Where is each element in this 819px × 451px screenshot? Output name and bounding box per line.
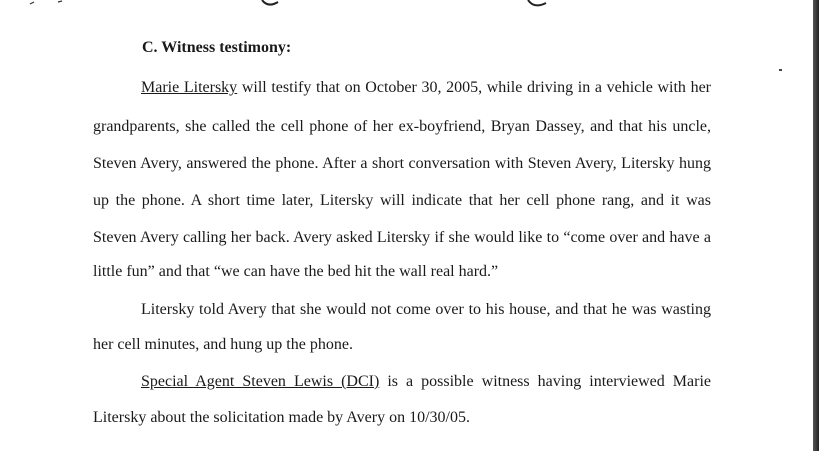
- section-heading: C. Witness testimony:: [142, 39, 292, 56]
- paragraph-3-line-1: [141, 373, 711, 391]
- paragraph-1-line-4: up the phone. A short time later, Litersky will indicate that her cell phone rang, and it was: [93, 192, 711, 209]
- paragraph-3-line-2: Litersky about the solicitation made by Avery on 10/30/05.: [93, 409, 470, 426]
- paragraph-1-line-2: grandparents, she called the cell phone of her ex-boyfriend, Bryan Dassey, and that his uncle,: [93, 118, 711, 135]
- scan-edge-shadow: [813, 0, 819, 451]
- line-text: is a possible witness having interviewed Marie: [387, 373, 711, 390]
- paragraph-1-line-5: Steven Avery calling her back. Avery asked Litersky if she would like to “come over and have a: [93, 229, 711, 246]
- paragraph-2-line-2: her cell minutes, and hung up the phone.: [93, 336, 353, 353]
- witness-name-lewis: Special Agent Steven Lewis (DCI): [141, 373, 380, 390]
- paragraph-1-line-1: [141, 79, 711, 97]
- scan-speck: [779, 69, 782, 71]
- cut-off-handwriting-strokes: [0, 0, 819, 14]
- paragraph-2-line-1: Litersky told Avery that she would not come over to his house, and that he was wasting: [141, 301, 711, 318]
- witness-name-litersky: Marie Litersky: [141, 79, 238, 96]
- paragraph-1-line-6: little fun” and that “we can have the bed hit the wall real hard.”: [93, 263, 499, 280]
- paragraph-1-line-3: Steven Avery, answered the phone. After a short conversation with Steven Avery, Litersky hung: [93, 155, 711, 172]
- line-text: will testify that on October 30, 2005, while driving in a vehicle with her: [241, 79, 711, 96]
